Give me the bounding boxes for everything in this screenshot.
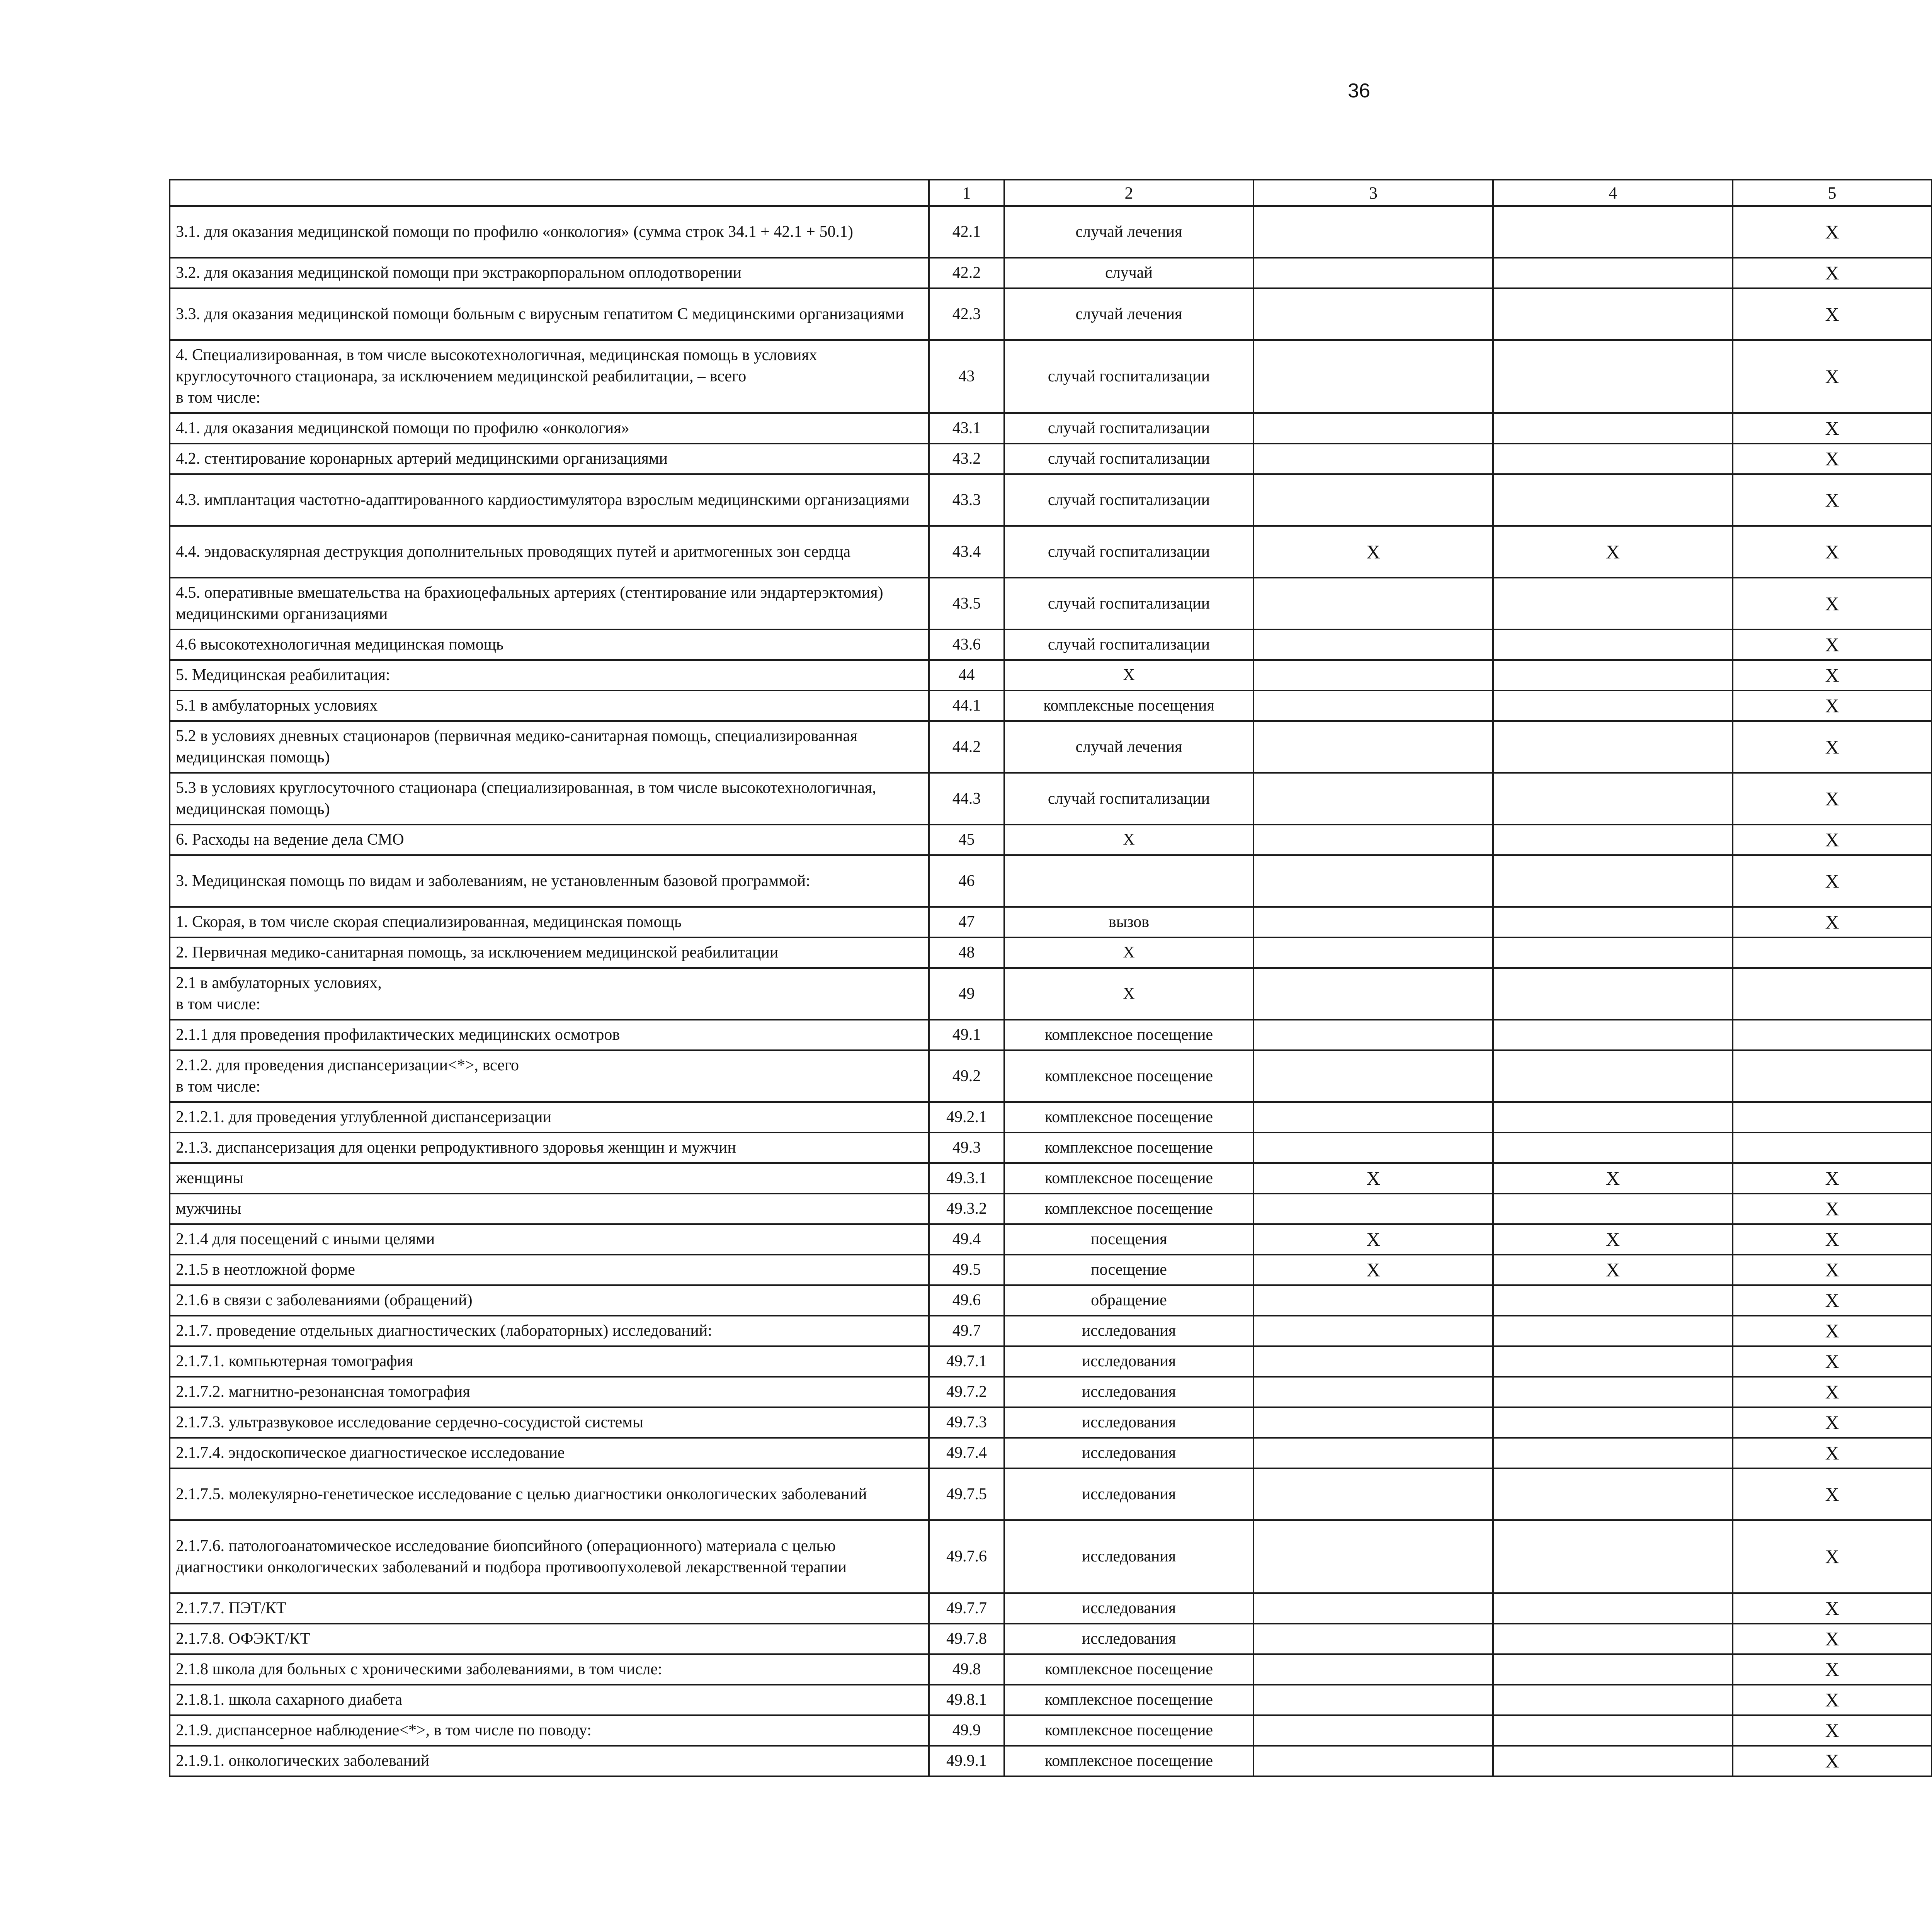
cell-c4: X (1493, 1163, 1733, 1194)
cell-c4 (1493, 1316, 1733, 1346)
cell-c4 (1493, 258, 1733, 288)
row-code: 49.4 (929, 1224, 1004, 1255)
cell-c5: X (1733, 474, 1932, 526)
row-label: 2.1.3. диспансеризация для оценки репродуктивного здоровья женщин и мужчин (170, 1133, 929, 1163)
table-row (170, 907, 1932, 937)
cell-c5: X (1733, 1654, 1932, 1685)
cell-c3: X (1253, 1163, 1493, 1194)
row-code: 49.7.8 (929, 1624, 1004, 1654)
cell-c3 (1253, 773, 1493, 825)
table-row (170, 1050, 1932, 1102)
row-unit: X (1004, 825, 1253, 855)
cell-c4 (1493, 1468, 1733, 1520)
table-row (170, 1624, 1932, 1654)
cell-c3 (1253, 1624, 1493, 1654)
row-code: 49.3 (929, 1133, 1004, 1163)
row-label: 4.2. стентирование коронарных артерий медицинскими организациями (170, 444, 929, 474)
row-code: 49.9.1 (929, 1746, 1004, 1776)
row-label: 2.1 в амбулаторных условиях, в том числе: (170, 968, 929, 1020)
cell-c3 (1253, 1102, 1493, 1133)
row-label: 4. Специализированная, в том числе высокотехнологичная, медицинская помощь в условиях круглосуточного стационара, за исключением медицинской реабилитации, – всего в том числе: (170, 340, 929, 413)
row-code: 49.9 (929, 1715, 1004, 1746)
row-unit: вызов (1004, 907, 1253, 937)
cell-c3 (1253, 444, 1493, 474)
row-unit: случай госпитализации (1004, 578, 1253, 629)
row-label: 3.2. для оказания медицинской помощи при экстракорпоральном оплодотворении (170, 258, 929, 288)
row-label: 4.6 высокотехнологичная медицинская помощь (170, 629, 929, 660)
column-number-0 (170, 180, 929, 206)
row-label: 2.1.9. диспансерное наблюдение<*>, в том числе по поводу: (170, 1715, 929, 1746)
cell-c3 (1253, 340, 1493, 413)
row-code: 49.6 (929, 1285, 1004, 1316)
table-row (170, 1194, 1932, 1224)
row-unit: случай госпитализации (1004, 629, 1253, 660)
table-row (170, 721, 1932, 773)
cell-c4 (1493, 1346, 1733, 1377)
row-unit: случай госпитализации (1004, 340, 1253, 413)
cell-c5: X (1733, 1285, 1932, 1316)
table-row (170, 413, 1932, 444)
column-number-1: 1 (929, 180, 1004, 206)
table-row (170, 937, 1932, 968)
row-label: 3. Медицинская помощь по видам и заболеваниям, не установленным базовой программой: (170, 855, 929, 907)
cell-c4 (1493, 690, 1733, 721)
row-label: 4.1. для оказания медицинской помощи по профилю «онкология» (170, 413, 929, 444)
cell-c5: X (1733, 413, 1932, 444)
row-label: 2.1.7.7. ПЭТ/КТ (170, 1593, 929, 1624)
cell-c4 (1493, 907, 1733, 937)
table-row (170, 660, 1932, 690)
table-row (170, 629, 1932, 660)
row-unit: посещение (1004, 1255, 1253, 1285)
table-row (170, 1746, 1932, 1776)
cell-c5: X (1733, 690, 1932, 721)
cell-c4 (1493, 1746, 1733, 1776)
row-code: 44.1 (929, 690, 1004, 721)
row-label: 2. Первичная медико-санитарная помощь, за исключением медицинской реабилитации (170, 937, 929, 968)
row-label: 3.1. для оказания медицинской помощи по профилю «онкология» (сумма строк 34.1 + 42.1 + 50.1) (170, 206, 929, 258)
table-row (170, 1520, 1932, 1593)
cell-c5 (1733, 1050, 1932, 1102)
cell-c3 (1253, 1407, 1493, 1438)
cell-c4 (1493, 660, 1733, 690)
cell-c5: X (1733, 1685, 1932, 1715)
cell-c3 (1253, 907, 1493, 937)
cell-c4 (1493, 578, 1733, 629)
cell-c5: X (1733, 1163, 1932, 1194)
row-unit: X (1004, 968, 1253, 1020)
row-label: 4.5. оперативные вмешательства на брахиоцефальных артериях (стентирование или эндартерэктомия) медицинскими организациями (170, 578, 929, 629)
cell-c3 (1253, 1438, 1493, 1468)
table-row (170, 1346, 1932, 1377)
table-row (170, 1468, 1932, 1520)
row-unit: случай госпитализации (1004, 773, 1253, 825)
row-unit: случай госпитализации (1004, 474, 1253, 526)
row-label: 2.1.6 в связи с заболеваниями (обращений) (170, 1285, 929, 1316)
row-label: женщины (170, 1163, 929, 1194)
table-row (170, 1407, 1932, 1438)
column-number-row (170, 180, 1932, 206)
row-code: 49.7.5 (929, 1468, 1004, 1520)
table-row (170, 474, 1932, 526)
row-label: 4.3. имплантация частотно-адаптированного кардиостимулятора взрослым медицинскими организациями (170, 474, 929, 526)
row-label: 2.1.5 в неотложной форме (170, 1255, 929, 1285)
cell-c3 (1253, 206, 1493, 258)
row-unit: комплексное посещение (1004, 1020, 1253, 1050)
cell-c5: X (1733, 721, 1932, 773)
row-unit: комплексное посещение (1004, 1163, 1253, 1194)
cell-c3 (1253, 1746, 1493, 1776)
row-code: 49.2.1 (929, 1102, 1004, 1133)
cell-c4 (1493, 937, 1733, 968)
row-label: 2.1.9.1. онкологических заболеваний (170, 1746, 929, 1776)
row-label: 2.1.8 школа для больных с хроническими заболеваниями, в том числе: (170, 1654, 929, 1685)
row-code: 45 (929, 825, 1004, 855)
table-row (170, 855, 1932, 907)
row-unit: исследования (1004, 1346, 1253, 1377)
cell-c3 (1253, 1316, 1493, 1346)
row-code: 49.2 (929, 1050, 1004, 1102)
cell-c5: X (1733, 1255, 1932, 1285)
cell-c4 (1493, 444, 1733, 474)
row-label: 3.3. для оказания медицинской помощи больным с вирусным гепатитом С медицинскими организациями (170, 288, 929, 340)
cell-c3 (1253, 474, 1493, 526)
row-unit: исследования (1004, 1316, 1253, 1346)
cell-c5: X (1733, 1624, 1932, 1654)
table-row (170, 690, 1932, 721)
cell-c5 (1733, 1102, 1932, 1133)
table-row (170, 1163, 1932, 1194)
table-row (170, 1316, 1932, 1346)
row-code: 43.4 (929, 526, 1004, 578)
row-unit: исследования (1004, 1407, 1253, 1438)
row-unit: случай лечения (1004, 288, 1253, 340)
cell-c5 (1733, 968, 1932, 1020)
cell-c4 (1493, 413, 1733, 444)
table-row (170, 526, 1932, 578)
column-number-5: 5 (1733, 180, 1932, 206)
table-row (170, 1715, 1932, 1746)
cell-c5: X (1733, 1468, 1932, 1520)
cell-c4 (1493, 855, 1733, 907)
cell-c5: X (1733, 258, 1932, 288)
cell-c3 (1253, 660, 1493, 690)
row-unit: комплексное посещение (1004, 1194, 1253, 1224)
row-code: 47 (929, 907, 1004, 937)
cell-c5: X (1733, 773, 1932, 825)
table-row (170, 1438, 1932, 1468)
cell-c3: X (1253, 526, 1493, 578)
table-row (170, 825, 1932, 855)
table-row (170, 340, 1932, 413)
row-code: 46 (929, 855, 1004, 907)
row-code: 43.2 (929, 444, 1004, 474)
row-label: 2.1.7.1. компьютерная томография (170, 1346, 929, 1377)
row-code: 49.7.1 (929, 1346, 1004, 1377)
row-unit: комплексное посещение (1004, 1685, 1253, 1715)
row-unit: случай лечения (1004, 206, 1253, 258)
row-label: 2.1.7.3. ультразвуковое исследование сердечно-сосудистой системы (170, 1407, 929, 1438)
cell-c4 (1493, 721, 1733, 773)
cell-c5: X (1733, 1593, 1932, 1624)
row-label: 2.1.7. проведение отдельных диагностических (лабораторных) исследований: (170, 1316, 929, 1346)
table-row (170, 1685, 1932, 1715)
cell-c4 (1493, 773, 1733, 825)
row-label: 5.1 в амбулаторных условиях (170, 690, 929, 721)
cell-c4 (1493, 1050, 1733, 1102)
row-code: 42.1 (929, 206, 1004, 258)
cell-c5: X (1733, 444, 1932, 474)
row-label: 2.1.2. для проведения диспансеризации<*>, всего в том числе: (170, 1050, 929, 1102)
row-unit: X (1004, 660, 1253, 690)
row-unit: исследования (1004, 1593, 1253, 1624)
cell-c5: X (1733, 1316, 1932, 1346)
cell-c4 (1493, 1624, 1733, 1654)
cell-c3 (1253, 721, 1493, 773)
row-label: 5.3 в условиях круглосуточного стационара (специализированная, в том числе высокотехнологичная, медицинская помощь) (170, 773, 929, 825)
cell-c4: X (1493, 1224, 1733, 1255)
row-label: 2.1.4 для посещений с иными целями (170, 1224, 929, 1255)
cell-c5: X (1733, 288, 1932, 340)
row-label: 5.2 в условиях дневных стационаров (первичная медико-санитарная помощь, специализированная медицинская помощь) (170, 721, 929, 773)
page-number: 36 (1348, 80, 1370, 102)
row-code: 44 (929, 660, 1004, 690)
cell-c5 (1733, 937, 1932, 968)
cell-c4 (1493, 1020, 1733, 1050)
cell-c5: X (1733, 1715, 1932, 1746)
cell-c4 (1493, 1133, 1733, 1163)
cell-c5: X (1733, 855, 1932, 907)
cell-c3 (1253, 1285, 1493, 1316)
cell-c3 (1253, 855, 1493, 907)
table-row (170, 258, 1932, 288)
row-unit: случай (1004, 258, 1253, 288)
cell-c3 (1253, 1020, 1493, 1050)
cell-c4 (1493, 1194, 1733, 1224)
cell-c4 (1493, 1438, 1733, 1468)
row-code: 49.7.6 (929, 1520, 1004, 1593)
cell-c5: X (1733, 1438, 1932, 1468)
row-unit: комплексное посещение (1004, 1050, 1253, 1102)
cell-c5 (1733, 1020, 1932, 1050)
table-row (170, 1020, 1932, 1050)
row-label: 2.1.7.6. патологоанатомическое исследование биопсийного (операционного) материала с целью диагностики онкологических заболеваний и подбора противоопухолевой лекарственной терапии (170, 1520, 929, 1593)
table-row (170, 206, 1932, 258)
row-label: 2.1.1 для проведения профилактических медицинских осмотров (170, 1020, 929, 1050)
row-code: 49.3.1 (929, 1163, 1004, 1194)
row-unit: комплексное посещение (1004, 1654, 1253, 1685)
table-row (170, 773, 1932, 825)
cell-c5: X (1733, 1407, 1932, 1438)
row-code: 49 (929, 968, 1004, 1020)
cell-c3 (1253, 1715, 1493, 1746)
row-unit: исследования (1004, 1624, 1253, 1654)
cell-c3: X (1253, 1224, 1493, 1255)
row-label: 5. Медицинская реабилитация: (170, 660, 929, 690)
cell-c3 (1253, 1654, 1493, 1685)
column-number-3: 3 (1253, 180, 1493, 206)
cell-c3 (1253, 578, 1493, 629)
cell-c4 (1493, 206, 1733, 258)
row-unit: комплексные посещения (1004, 690, 1253, 721)
cell-c3 (1253, 1593, 1493, 1624)
cell-c4 (1493, 1715, 1733, 1746)
cell-c3 (1253, 1468, 1493, 1520)
cell-c5: X (1733, 1746, 1932, 1776)
row-label: 2.1.7.8. ОФЭКТ/КТ (170, 1624, 929, 1654)
table-row (170, 1224, 1932, 1255)
row-label: 1. Скорая, в том числе скорая специализированная, медицинская помощь (170, 907, 929, 937)
table-row (170, 1255, 1932, 1285)
row-code: 43.1 (929, 413, 1004, 444)
cell-c5: X (1733, 340, 1932, 413)
row-unit: комплексное посещение (1004, 1102, 1253, 1133)
column-number-4: 4 (1493, 180, 1733, 206)
row-label: 4.4. эндоваскулярная деструкция дополнительных проводящих путей и аритмогенных зон сердца (170, 526, 929, 578)
row-unit: комплексное посещение (1004, 1746, 1253, 1776)
row-unit: посещения (1004, 1224, 1253, 1255)
table-row (170, 288, 1932, 340)
row-code: 43.6 (929, 629, 1004, 660)
cell-c3 (1253, 1050, 1493, 1102)
cell-c3 (1253, 1346, 1493, 1377)
row-unit: случай госпитализации (1004, 526, 1253, 578)
row-unit: исследования (1004, 1468, 1253, 1520)
cell-c4 (1493, 288, 1733, 340)
cell-c4 (1493, 1285, 1733, 1316)
row-label: 2.1.7.5. молекулярно-генетическое исследование с целью диагностики онкологических заболеваний (170, 1468, 929, 1520)
cell-c3 (1253, 937, 1493, 968)
row-label: 2.1.7.2. магнитно-резонансная томография (170, 1377, 929, 1407)
row-unit: комплексное посещение (1004, 1715, 1253, 1746)
cell-c5: X (1733, 1224, 1932, 1255)
row-label: мужчины (170, 1194, 929, 1224)
cell-c3 (1253, 258, 1493, 288)
cell-c5: X (1733, 825, 1932, 855)
row-unit: случай госпитализации (1004, 444, 1253, 474)
cell-c3: X (1253, 1255, 1493, 1285)
row-code: 44.2 (929, 721, 1004, 773)
cell-c5: X (1733, 1346, 1932, 1377)
row-unit: случай лечения (1004, 721, 1253, 773)
cell-c4 (1493, 1102, 1733, 1133)
cell-c4 (1493, 968, 1733, 1020)
row-code: 42.3 (929, 288, 1004, 340)
row-code: 49.8 (929, 1654, 1004, 1685)
row-label: 2.1.7.4. эндоскопическое диагностическое исследование (170, 1438, 929, 1468)
table-row (170, 444, 1932, 474)
row-unit: исследования (1004, 1438, 1253, 1468)
cell-c4 (1493, 629, 1733, 660)
row-code: 48 (929, 937, 1004, 968)
row-unit: исследования (1004, 1377, 1253, 1407)
table-row (170, 1285, 1932, 1316)
cell-c4: X (1493, 526, 1733, 578)
row-code: 49.1 (929, 1020, 1004, 1050)
cell-c4 (1493, 825, 1733, 855)
row-code: 49.3.2 (929, 1194, 1004, 1224)
cell-c4 (1493, 1593, 1733, 1624)
cell-c4 (1493, 1520, 1733, 1593)
cell-c4 (1493, 474, 1733, 526)
cell-c3 (1253, 629, 1493, 660)
table-body (170, 180, 1932, 1776)
cell-c5: X (1733, 907, 1932, 937)
cell-c3 (1253, 1194, 1493, 1224)
cell-c5: X (1733, 1194, 1932, 1224)
row-label: 2.1.2.1. для проведения углубленной диспансеризации (170, 1102, 929, 1133)
cell-c5 (1733, 1133, 1932, 1163)
row-label: 6. Расходы на ведение дела СМО (170, 825, 929, 855)
table-row (170, 1377, 1932, 1407)
row-unit: X (1004, 937, 1253, 968)
cell-c3 (1253, 1520, 1493, 1593)
cell-c4 (1493, 1685, 1733, 1715)
row-code: 43 (929, 340, 1004, 413)
row-code: 49.7 (929, 1316, 1004, 1346)
table-row (170, 1593, 1932, 1624)
cell-c3 (1253, 288, 1493, 340)
cell-c3 (1253, 968, 1493, 1020)
data-table (169, 179, 1932, 1777)
cell-c4 (1493, 1377, 1733, 1407)
cell-c5: X (1733, 1520, 1932, 1593)
row-unit: обращение (1004, 1285, 1253, 1316)
table-row (170, 1102, 1932, 1133)
cell-c5: X (1733, 629, 1932, 660)
row-code: 42.2 (929, 258, 1004, 288)
row-code: 43.5 (929, 578, 1004, 629)
cell-c3 (1253, 825, 1493, 855)
row-label: 2.1.8.1. школа сахарного диабета (170, 1685, 929, 1715)
cell-c3 (1253, 413, 1493, 444)
cell-c3 (1253, 1685, 1493, 1715)
table-row (170, 578, 1932, 629)
row-code: 49.8.1 (929, 1685, 1004, 1715)
cell-c3 (1253, 1133, 1493, 1163)
row-unit: комплексное посещение (1004, 1133, 1253, 1163)
cell-c5: X (1733, 206, 1932, 258)
table-row (170, 1133, 1932, 1163)
row-code: 49.7.4 (929, 1438, 1004, 1468)
row-code: 44.3 (929, 773, 1004, 825)
row-code: 49.7.3 (929, 1407, 1004, 1438)
column-number-2: 2 (1004, 180, 1253, 206)
row-unit (1004, 855, 1253, 907)
cell-c4 (1493, 1407, 1733, 1438)
row-unit: исследования (1004, 1520, 1253, 1593)
cell-c4 (1493, 1654, 1733, 1685)
row-code: 49.5 (929, 1255, 1004, 1285)
cell-c5: X (1733, 578, 1932, 629)
row-code: 43.3 (929, 474, 1004, 526)
row-code: 49.7.2 (929, 1377, 1004, 1407)
cell-c3 (1253, 1377, 1493, 1407)
cell-c5: X (1733, 1377, 1932, 1407)
cell-c4 (1493, 340, 1733, 413)
cell-c5: X (1733, 660, 1932, 690)
row-code: 49.7.7 (929, 1593, 1004, 1624)
row-unit: случай госпитализации (1004, 413, 1253, 444)
table-row (170, 968, 1932, 1020)
cell-c4: X (1493, 1255, 1733, 1285)
cell-c3 (1253, 690, 1493, 721)
table-row (170, 1654, 1932, 1685)
cell-c5: X (1733, 526, 1932, 578)
